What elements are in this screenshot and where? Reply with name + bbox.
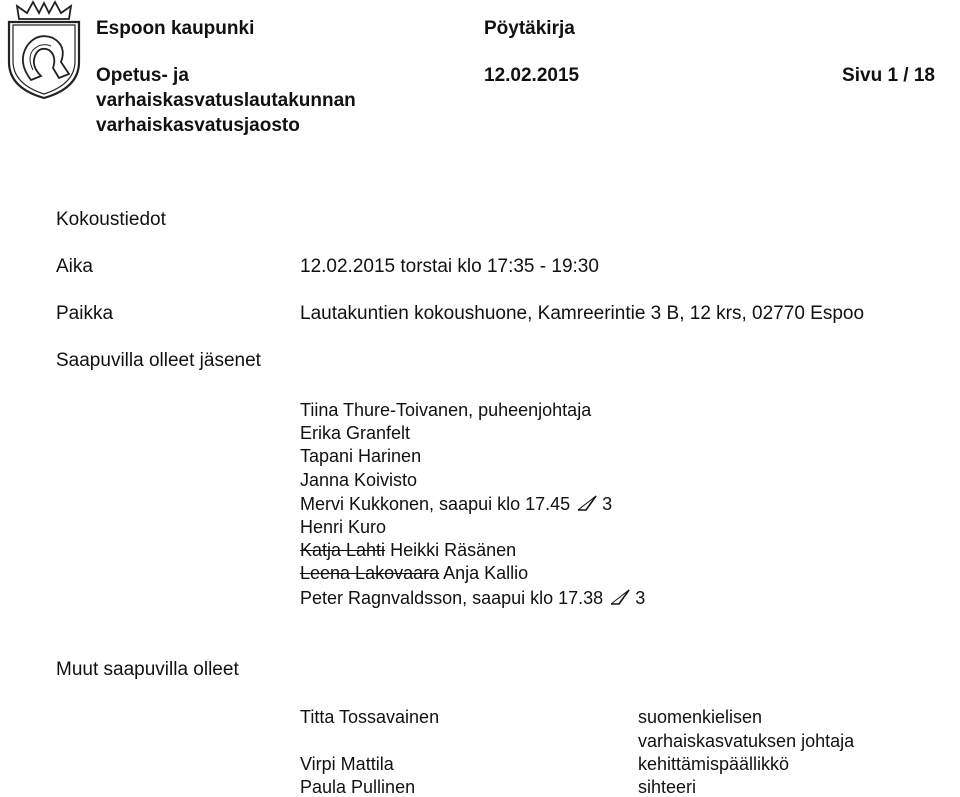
- member-1: Tiina Thure-Toivanen, puheenjohtaja: [300, 400, 592, 420]
- other-3-role: sihteeri: [638, 777, 697, 797]
- member-8-struck: Leena Lakovaara: [300, 563, 440, 583]
- espoo-coat-of-arms-logo: [3, 0, 85, 100]
- committee-line-3: varhaiskasvatusjaosto: [96, 115, 300, 136]
- place-value: Lautakuntien kokoushuone, Kamreerintie 3 B, 12 krs, 02770 Espoo: [300, 303, 865, 324]
- other-2-role: kehittämispäällikkö: [638, 754, 790, 774]
- member-7-substitute: Heikki Räsänen: [390, 540, 517, 560]
- member-4: Janna Koivisto: [300, 470, 418, 490]
- member-8-substitute: Anja Kallio: [443, 563, 529, 583]
- document-date: 12.02.2015: [484, 65, 580, 86]
- other-1-name: Titta Tossavainen: [300, 707, 440, 727]
- other-1-role-line-2: varhaiskasvatuksen johtaja: [638, 731, 855, 751]
- section-reference-icon: [576, 494, 598, 512]
- member-9-reference: 3: [635, 588, 646, 608]
- others-label: Muut saapuvilla olleet: [56, 659, 239, 680]
- section-title-kokoustiedot: Kokoustiedot: [56, 209, 166, 230]
- other-2-name: Virpi Mattila: [300, 754, 394, 774]
- other-1-role-line-1: suomenkielisen: [638, 707, 763, 727]
- time-label: Aika: [56, 256, 93, 277]
- members-label: Saapuvilla olleet jäsenet: [56, 350, 261, 371]
- member-6: Henri Kuro: [300, 517, 387, 537]
- organization-name: Espoon kaupunki: [96, 18, 255, 39]
- member-8-row: [300, 564, 528, 582]
- section-reference-icon: [609, 588, 631, 606]
- member-2: Erika Granfelt: [300, 423, 411, 443]
- place-label: Paikka: [56, 303, 114, 324]
- time-value: 12.02.2015 torstai klo 17:35 - 19:30: [300, 256, 599, 277]
- member-7-struck: Katja Lahti: [300, 540, 386, 560]
- member-5-reference: 3: [602, 494, 613, 514]
- committee-line-2: varhaiskasvatuslautakunnan: [96, 90, 356, 111]
- document-type: Pöytäkirja: [484, 18, 575, 39]
- member-9: Peter Ragnvaldsson, saapui klo 17.38: [300, 588, 604, 608]
- page-number: Sivu 1 / 18: [842, 65, 935, 86]
- other-3-name: Paula Pullinen: [300, 777, 416, 797]
- member-3: Tapani Harinen: [300, 446, 422, 466]
- member-5: Mervi Kukkonen, saapui klo 17.45: [300, 494, 571, 514]
- committee-line-1: Opetus- ja: [96, 65, 189, 86]
- member-5-row: [300, 494, 612, 513]
- member-9-row: [300, 588, 645, 607]
- member-7-row: [300, 541, 516, 559]
